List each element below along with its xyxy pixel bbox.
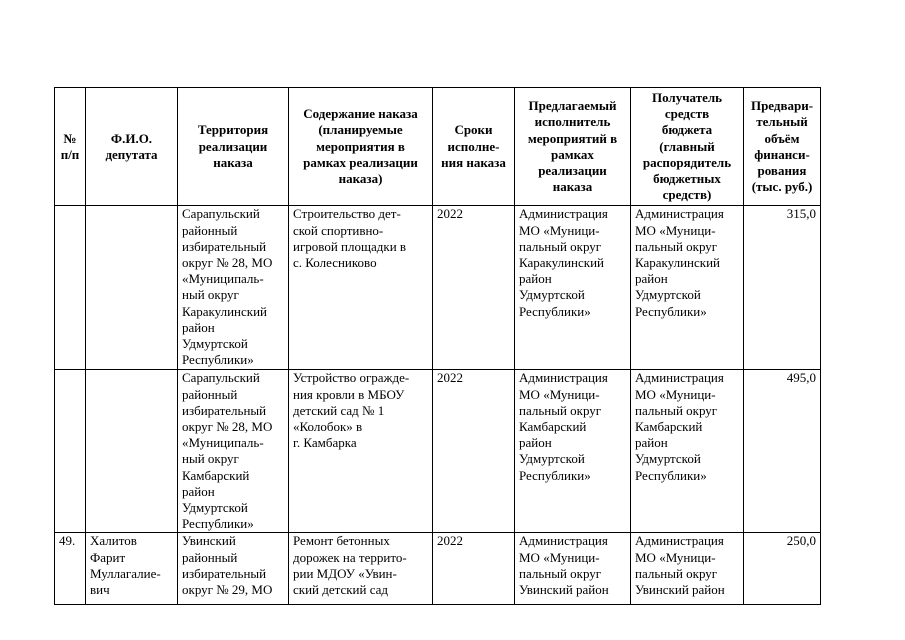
cell-term: 2022 xyxy=(433,370,515,533)
orders-table xyxy=(54,87,821,605)
header-amount: Предвари- тельный объём финанси- рования (тыс. руб.) xyxy=(744,88,821,206)
cell-content: Устройство огражде- ния кровли в МБОУ детский сад № 1 «Колобок» в г. Камбарка xyxy=(289,370,433,533)
cell-term: 2022 xyxy=(433,533,515,605)
cell-amount: 250,0 xyxy=(744,533,821,605)
cell-amount: 315,0 xyxy=(744,206,821,370)
cell-recipient: Администрация МО «Муници- пальный округ Увинский район xyxy=(631,533,744,605)
header-executor: Предлагаемый исполнитель мероприятий в рамках реализации наказа xyxy=(515,88,631,206)
table-row xyxy=(55,206,821,370)
cell-deputy xyxy=(86,370,178,533)
header-content: Содержание наказа (планируемые мероприятия в рамках реализации наказа) xyxy=(289,88,433,206)
cell-content: Строительство дет- ской спортивно- игровой площадки в с. Колесниково xyxy=(289,206,433,370)
cell-number xyxy=(55,370,86,533)
cell-recipient: Администрация МО «Муници- пальный округ Каракулинский район Удмуртской Республики» xyxy=(631,206,744,370)
cell-number xyxy=(55,206,86,370)
cell-territory: Увинский районный избирательный округ № 29, МО xyxy=(178,533,289,605)
header-number: № п/п xyxy=(55,88,86,206)
header-territory: Территория реализации наказа xyxy=(178,88,289,206)
cell-deputy xyxy=(86,206,178,370)
cell-content: Ремонт бетонных дорожек на террито- рии МДОУ «Увин- ский детский сад xyxy=(289,533,433,605)
table-row xyxy=(55,370,821,533)
cell-executor: Администрация МО «Муници- пальный округ Камбарский район Удмуртской Республики» xyxy=(515,370,631,533)
cell-number: 49. xyxy=(55,533,86,605)
header-row xyxy=(55,88,821,206)
cell-deputy: Халитов Фарит Муллагалие- вич xyxy=(86,533,178,605)
table-row xyxy=(55,533,821,605)
cell-executor: Администрация МО «Муници- пальный округ Каракулинский район Удмуртской Республики» xyxy=(515,206,631,370)
cell-territory: Сарапульский районный избирательный округ № 28, МО «Муниципаль- ный округ Каракулинский район Удмуртской Республики» xyxy=(178,206,289,370)
cell-term: 2022 xyxy=(433,206,515,370)
cell-territory: Сарапульский районный избирательный округ № 28, МО «Муниципаль- ный округ Камбарский район Удмуртской Республики» xyxy=(178,370,289,533)
cell-executor: Администрация МО «Муници- пальный округ Увинский район xyxy=(515,533,631,605)
header-deputy: Ф.И.О. депутата xyxy=(86,88,178,206)
header-term: Сроки исполне- ния наказа xyxy=(433,88,515,206)
cell-recipient: Администрация МО «Муници- пальный округ Камбарский район Удмуртской Республики» xyxy=(631,370,744,533)
cell-amount: 495,0 xyxy=(744,370,821,533)
header-recipient: Получатель средств бюджета (главный распорядитель бюджетных средств) xyxy=(631,88,744,206)
